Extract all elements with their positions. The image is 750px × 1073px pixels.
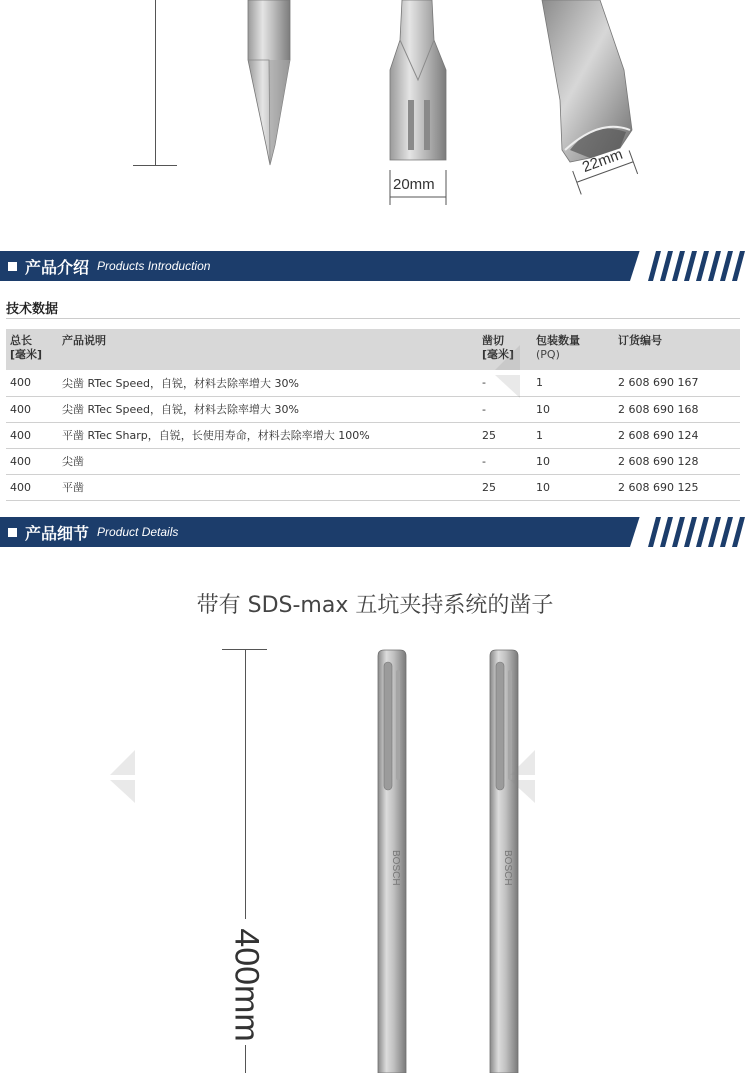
cell-length: 400 <box>6 474 58 500</box>
banner-title-en: Products Introduction <box>97 259 211 273</box>
cell-code: 2 608 690 167 <box>614 370 740 396</box>
cell-code: 2 608 690 124 <box>614 422 740 448</box>
col-qty-unit: (PQ) <box>536 348 560 361</box>
col-length-header <box>6 329 58 370</box>
cell-width: - <box>478 448 532 474</box>
products-introduction-banner <box>0 251 750 281</box>
shaft-length-label: 400mm <box>227 928 266 1042</box>
col-length-label: 总长 <box>10 334 32 347</box>
col-qty-label: 包装数量 <box>536 334 580 347</box>
col-code-header <box>614 329 740 370</box>
tech-data-table <box>6 329 740 501</box>
cell-qty: 10 <box>532 396 614 422</box>
table-header-row <box>6 329 740 370</box>
banner-stripes-decoration <box>630 517 750 547</box>
cell-qty: 10 <box>532 474 614 500</box>
cell-desc: 尖凿 RTec Speed，自锐，材料去除率增大 30% <box>58 370 478 396</box>
pointed-chisel-tip <box>248 0 290 165</box>
cell-length: 400 <box>6 396 58 422</box>
shaft-dimension-line-upper <box>245 649 246 919</box>
cell-width: 25 <box>478 422 532 448</box>
gouge-chisel-tip <box>542 0 632 162</box>
cell-qty: 1 <box>532 422 614 448</box>
table-row <box>6 370 740 396</box>
cell-desc: 尖凿 <box>58 448 478 474</box>
shaft-length-label-wrap <box>206 925 286 1045</box>
cell-length: 400 <box>6 370 58 396</box>
banner-square-icon <box>8 528 17 537</box>
cell-length: 400 <box>6 422 58 448</box>
cell-code: 2 608 690 168 <box>614 396 740 422</box>
tech-data-title: 技术数据 <box>6 302 59 317</box>
cell-code: 2 608 690 125 <box>614 474 740 500</box>
chisel-shafts-image <box>360 640 540 1073</box>
col-desc-header <box>58 329 478 370</box>
shaft-right <box>490 650 518 1073</box>
gouge-width-label: 22mm <box>580 145 625 176</box>
flat-width-label: 20mm <box>393 176 435 193</box>
cell-code: 2 608 690 128 <box>614 448 740 474</box>
cell-width: - <box>478 370 532 396</box>
shaft-right-brand: BOSCH <box>502 850 513 886</box>
banner-title-cn: 产品介绍 <box>25 257 90 277</box>
product-details-banner <box>0 517 750 547</box>
table-row <box>6 422 740 448</box>
flat-chisel-tip <box>390 0 446 160</box>
shaft-left <box>378 650 406 1073</box>
banner-title-en: Product Details <box>97 525 179 539</box>
col-qty-header <box>532 329 614 370</box>
table-row <box>6 474 740 500</box>
col-width-unit: [毫米] <box>482 348 515 361</box>
cell-desc: 平凿 <box>58 474 478 500</box>
cell-length: 400 <box>6 448 58 474</box>
shaft-dimension-line-lower <box>245 1045 246 1073</box>
tech-data-divider <box>6 318 740 319</box>
shaft-left-brand: BOSCH <box>390 850 401 886</box>
chisel-tips-image <box>0 0 750 240</box>
table-row <box>6 396 740 422</box>
cell-width: - <box>478 396 532 422</box>
table-row <box>6 448 740 474</box>
cell-desc: 平凿 RTec Sharp，自锐，长使用寿命，材料去除率增大 100% <box>58 422 478 448</box>
details-heading: 带有 SDS-max 五坑夹持系统的凿子 <box>196 593 554 618</box>
col-width-header <box>478 329 532 370</box>
cell-desc: 尖凿 RTec Speed，自锐，材料去除率增大 30% <box>58 396 478 422</box>
col-length-unit: [毫米] <box>10 348 43 361</box>
col-code-label: 订货编号 <box>618 334 662 347</box>
cell-width: 25 <box>478 474 532 500</box>
banner-title-cn: 产品细节 <box>25 523 90 543</box>
col-width-label: 凿切 <box>482 334 504 347</box>
cell-qty: 10 <box>532 448 614 474</box>
cell-qty: 1 <box>532 370 614 396</box>
banner-square-icon <box>8 262 17 271</box>
top-product-photos <box>0 0 750 240</box>
banner-stripes-decoration <box>630 251 750 281</box>
watermark-logo <box>105 745 165 805</box>
col-desc-label: 产品说明 <box>62 334 106 347</box>
